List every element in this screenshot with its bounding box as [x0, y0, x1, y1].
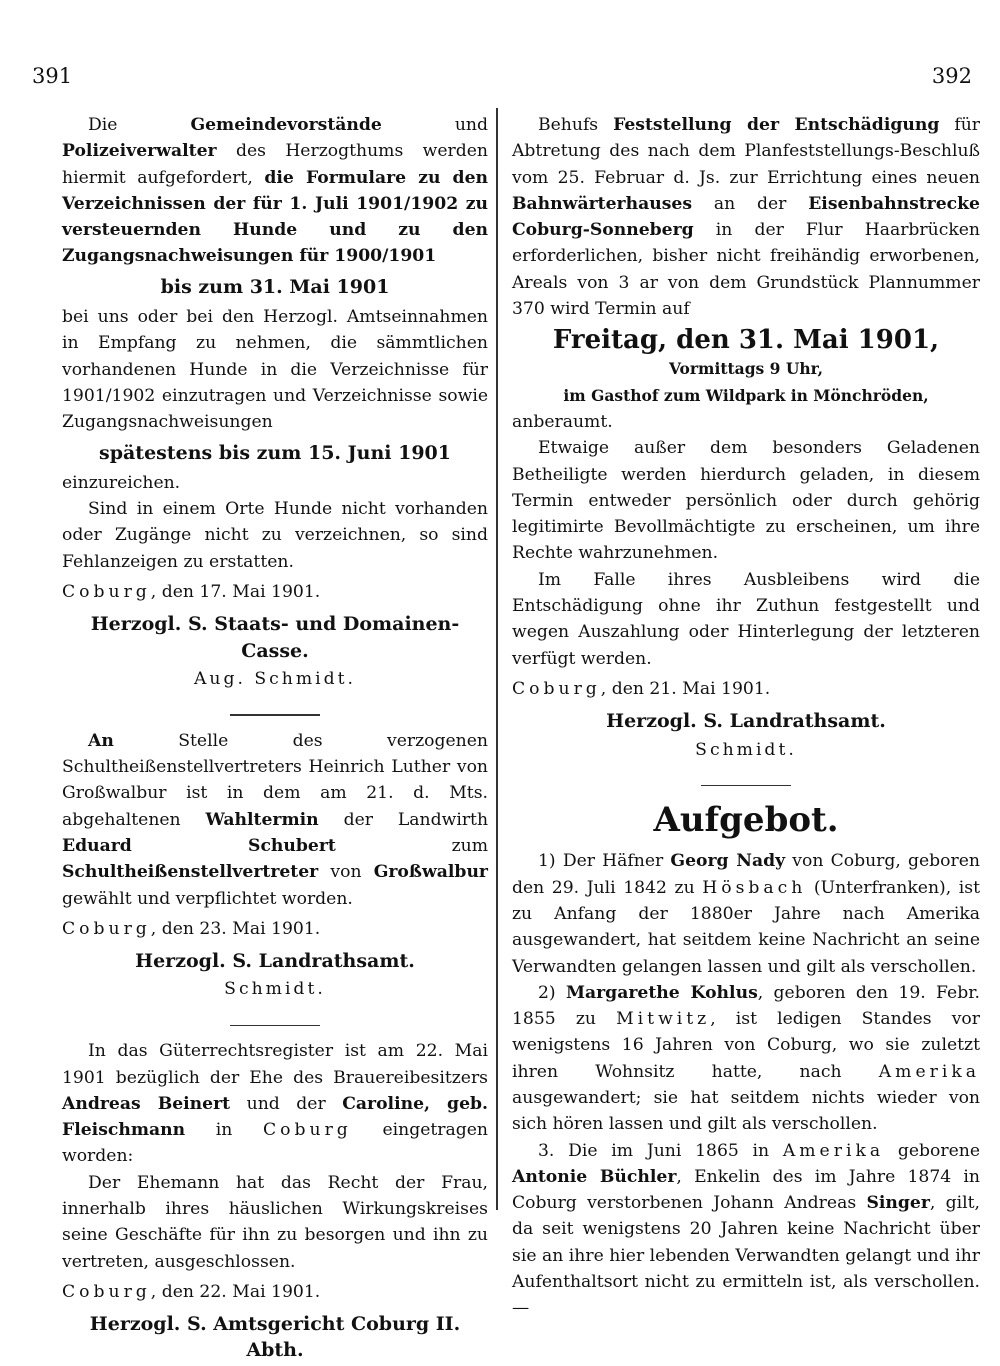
- text: des Herzogthums werden hiermit aufgefordert,: [62, 141, 488, 188]
- bold-text: Wahltermin: [205, 809, 319, 830]
- date-line-4: [512, 676, 980, 702]
- place: Coburg: [62, 918, 151, 939]
- text: ausgewandert; sie hat seitdem nichts wieder von sich hören lassen und gilt als verschollen.: [512, 1088, 980, 1135]
- place: Coburg: [62, 1281, 151, 1302]
- dog-tax-end: einzureichen.: [62, 472, 181, 493]
- text: Die: [88, 115, 191, 135]
- section-divider: [701, 785, 791, 787]
- text: Amerika: [782, 1140, 885, 1161]
- text: 2): [538, 982, 566, 1003]
- bold-text: Feststellung der Entschädigung: [613, 115, 940, 135]
- text: und der: [230, 1093, 343, 1114]
- hearing-time: Vormittags 9 Uhr,: [668, 359, 824, 379]
- text: gewählt und verpflichtet worden.: [62, 888, 353, 909]
- signer-4: Schmidt.: [695, 739, 797, 760]
- text: Hösbach: [702, 877, 807, 898]
- text: der Landwirth: [318, 809, 489, 830]
- dog-tax-notice: [62, 112, 488, 270]
- bold-text: An: [88, 730, 114, 751]
- text: , gilt, da seit wenigstens 20 Jahren keine Nachricht über sie an ihre hier lebenden Verwandten gelangt und ihr Aufenthaltsort nicht zu ermitteln ist, als verschollen. —: [512, 1193, 981, 1319]
- deadline-1: bis zum 31. Mai 1901: [160, 275, 390, 298]
- dog-tax-body: bei uns oder bei den Herzogl. Amtseinnahmen in Empfang zu nehmen, die sämmtlichen vorhandenen Hunde in die Verzeichnisse für 1901/1902 einzutragen und Verzeichnisse sowie Zugangsnachweisungen: [62, 307, 488, 433]
- text: eingetragen worden:: [62, 1120, 488, 1167]
- text: geborene: [884, 1140, 980, 1161]
- date: , den 21. Mai 1901.: [600, 678, 771, 699]
- hearing-location: im Gasthof zum Wildpark in Mönchröden,: [563, 385, 929, 405]
- bold-text: Antonie Büchler: [512, 1166, 677, 1187]
- text: und: [381, 115, 488, 135]
- text: in: [185, 1120, 264, 1141]
- bold-text: Eduard Schubert: [62, 835, 336, 856]
- date: , den 23. Mai 1901.: [150, 918, 321, 939]
- text: (Unterfranken), ist zu Anfang der 1880er Jahre nach Amerika ausgewandert, hat seitdem keine Nachricht an seine Verwandten gelangen lassen und gilt als verschollen.: [512, 877, 980, 977]
- text: Mitwitz: [616, 1009, 711, 1030]
- aufgebot-item-2: [512, 980, 980, 1138]
- bold-text: Schultheißenstellvertreter: [62, 862, 319, 883]
- text: , geboren den 19. Febr. 1855 zu: [512, 982, 980, 1030]
- text: 1) Der Häfner: [538, 851, 671, 872]
- bold-text: Großwalbur: [373, 862, 488, 883]
- text: von Coburg, geboren den 29. Juli 1842 zu: [512, 851, 980, 898]
- text: von: [318, 862, 374, 883]
- date-line-3: [62, 1279, 488, 1305]
- bold-text: Caroline, geb. Fleischmann: [62, 1093, 489, 1141]
- office-4: Herzogl. S. Landrathsamt.: [606, 710, 886, 733]
- bold-text: Andreas Beinert: [62, 1093, 231, 1114]
- text: Coburg: [263, 1120, 352, 1141]
- compensation-notice: [512, 112, 980, 322]
- left-column: [62, 112, 488, 1366]
- bold-text: Eisenbahnstrecke Coburg-Sonneberg: [512, 193, 980, 241]
- text: Amerika: [878, 1061, 980, 1082]
- place: Coburg: [512, 678, 601, 699]
- page-number-right: 392: [931, 64, 972, 88]
- text: in der Flur Haarbrücken erforderlichen, bisher nicht freihändig erworbenen, Areals von 3 ar von dem Grundstück Plannummer 370 wird Termin auf: [512, 220, 980, 320]
- register-body: Der Ehemann hat das Recht der Frau, innerhalb ihres häuslichen Wirkungskreises seine Geschäfte für ihn zu besorgen und ihn zu vertreten, ausgeschlossen.: [62, 1172, 488, 1272]
- text: In das Güterrechtsregister ist am 22. Mai 1901 bezüglich der Ehe des Brauereibesitzers: [62, 1041, 488, 1088]
- text: Stelle des verzogenen Schultheißenstellvertreters Heinrich Luther von Großwalbur ist in dem am 21. d. Mts. abgehaltenen: [62, 730, 488, 830]
- text: , Enkelin des im Jahre 1874 in Coburg verstorbenen Johann Andreas: [512, 1166, 981, 1214]
- bold-text: Gemeindevorstände: [190, 115, 382, 135]
- register-notice: [62, 1038, 488, 1169]
- dog-tax-note: Sind in einem Orte Hunde nicht vorhanden oder Zugänge nicht zu verzeichnen, so sind Fehlanzeigen zu erstatten.: [62, 499, 488, 572]
- date: , den 22. Mai 1901.: [150, 1281, 321, 1302]
- invitation-text: Etwaige außer dem besonders Geladenen Betheiligte werden hierdurch geladen, in diesem Termin entweder persönlich oder durch gehörig legitimirte Bevollmächtigte zu erscheinen, um ihre Rechte wahrzunehmen.: [512, 438, 980, 564]
- office-2: Herzogl. S. Landrathsamt.: [135, 950, 415, 973]
- text: Behufs: [538, 115, 614, 135]
- scheduled: anberaumt.: [512, 411, 613, 432]
- signer-2: Schmidt.: [224, 979, 326, 1000]
- bold-text: die Formulare zu den Verzeichnissen der für 1. Juli 1901/1902 zu versteuernden Hunde und zu den Zugangsnachweisungen für 1900/1901: [62, 167, 488, 267]
- text: , ist ledigen Standes vor wenigstens 16 Jahren von Coburg, wo sie zuletzt ihren Wohnsitz hatte, nach: [512, 1009, 980, 1082]
- date-line-1: [62, 579, 488, 605]
- deadline-2: spätestens bis zum 15. Juni 1901: [99, 441, 451, 464]
- column-divider: [496, 108, 498, 1210]
- section-divider: [230, 1025, 320, 1027]
- hearing-date: Freitag, den 31. Mai 1901,: [552, 325, 940, 356]
- page-number-left: 391: [32, 64, 73, 88]
- signer-1: Aug. Schmidt.: [193, 668, 357, 689]
- aufgebot-title: Aufgebot.: [653, 800, 839, 841]
- bold-text: Polizeiverwalter: [62, 141, 217, 162]
- date: , den 17. Mai 1901.: [150, 582, 321, 603]
- bold-text: Bahnwärterhauses: [512, 193, 692, 214]
- date-line-2: [62, 916, 488, 942]
- right-column: [512, 112, 980, 1322]
- text: für Abtretung des nach dem Planfeststellungs-Beschluß vom 25. Februar d. Js. zur Errichtung eines neuen: [512, 115, 980, 188]
- place: Coburg: [62, 582, 151, 603]
- office-3: Herzogl. S. Amtsgericht Coburg II. Abth.: [89, 1313, 461, 1362]
- text: zum: [335, 835, 488, 856]
- bold-text: Georg Nady: [670, 851, 786, 872]
- absence-text: Im Falle ihres Ausbleibens wird die Entschädigung ohne ihr Zuthun festgestellt und wegen Auszahlung oder Hinterlegung der letzteren verfügt werden.: [512, 569, 980, 669]
- text: an der: [692, 193, 809, 214]
- bold-text: Singer: [866, 1193, 930, 1214]
- aufgebot-item-3: [512, 1138, 980, 1322]
- office-1: Herzogl. S. Staats- und Domainen-Casse.: [90, 613, 460, 662]
- text: 3. Die im Juni 1865 in: [538, 1140, 783, 1161]
- bold-text: Margarethe Kohlus: [565, 982, 758, 1003]
- section-divider: [230, 714, 320, 716]
- election-notice: [62, 728, 488, 912]
- aufgebot-item-1: [512, 848, 980, 979]
